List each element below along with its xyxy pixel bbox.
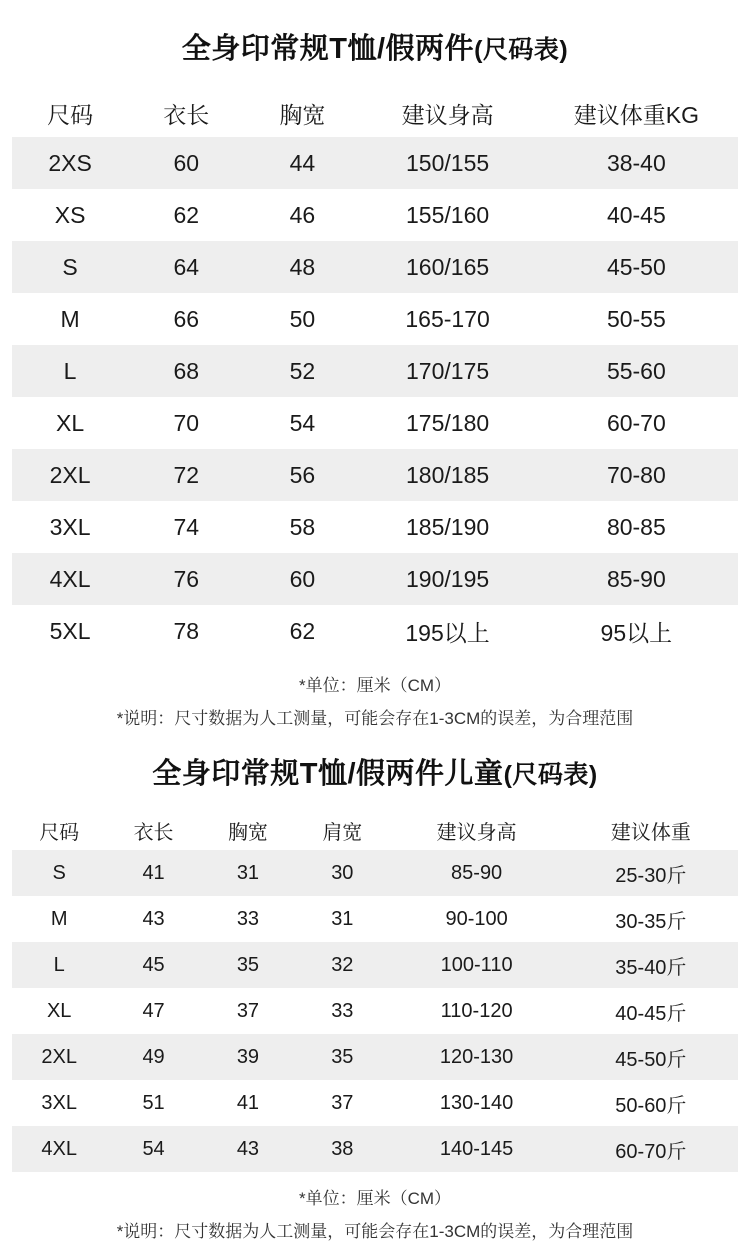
kid-col-header-chest: 胸宽: [201, 810, 295, 850]
cell-height: 85-90: [390, 850, 564, 896]
cell-weight: 60-70: [535, 397, 738, 449]
cell-length: 62: [128, 189, 244, 241]
cell-weight: 60-70斤: [564, 1126, 738, 1172]
cell-length: 41: [106, 850, 200, 896]
cell-chest: 58: [244, 501, 360, 553]
cell-weight: 50-55: [535, 293, 738, 345]
cell-weight: 40-45斤: [564, 988, 738, 1034]
cell-length: 51: [106, 1080, 200, 1126]
cell-weight: 50-60斤: [564, 1080, 738, 1126]
cell-size: L: [12, 345, 128, 397]
kid-col-header-length: 衣长: [106, 810, 200, 850]
cell-height: 185/190: [360, 501, 534, 553]
cell-shoulder: 38: [295, 1126, 389, 1172]
cell-length: 78: [128, 605, 244, 657]
cell-size: M: [12, 293, 128, 345]
cell-height: 180/185: [360, 449, 534, 501]
cell-chest: 39: [201, 1034, 295, 1080]
table-row: [12, 449, 738, 501]
kid-size-section: [0, 735, 750, 1252]
kid-title-main: 全身印常规T恤/假两件儿童: [152, 758, 504, 790]
cell-height: 195以上: [360, 605, 534, 657]
table-row: [12, 553, 738, 605]
cell-length: 64: [128, 241, 244, 293]
table-row: [12, 189, 738, 241]
kid-section-title: [0, 735, 750, 810]
cell-height: 190/195: [360, 553, 534, 605]
cell-shoulder: 30: [295, 850, 389, 896]
cell-size: 4XL: [12, 553, 128, 605]
cell-chest: 43: [201, 1126, 295, 1172]
cell-size: 2XL: [12, 1034, 106, 1080]
table-row: [12, 345, 738, 397]
cell-length: 68: [128, 345, 244, 397]
cell-weight: 25-30斤: [564, 850, 738, 896]
adult-col-header-weight: 建议体重KG: [535, 89, 738, 137]
cell-size: XL: [12, 397, 128, 449]
table-header-row: [12, 89, 738, 137]
adult-table-body: [12, 137, 738, 657]
cell-height: 100-110: [390, 942, 564, 988]
cell-chest: 46: [244, 189, 360, 241]
cell-height: 160/165: [360, 241, 534, 293]
kid-col-header-size: 尺码: [12, 810, 106, 850]
table-row: [12, 988, 738, 1034]
cell-height: 150/155: [360, 137, 534, 189]
cell-shoulder: 31: [295, 896, 389, 942]
kid-table-body: [12, 850, 738, 1172]
cell-weight: 55-60: [535, 345, 738, 397]
cell-chest: 44: [244, 137, 360, 189]
cell-length: 74: [128, 501, 244, 553]
cell-weight: 35-40斤: [564, 942, 738, 988]
kid-title-sub: (尺码表): [503, 761, 598, 789]
cell-weight: 38-40: [535, 137, 738, 189]
cell-weight: 40-45: [535, 189, 738, 241]
cell-length: 47: [106, 988, 200, 1034]
cell-length: 76: [128, 553, 244, 605]
cell-chest: 33: [201, 896, 295, 942]
adult-table-header: [12, 89, 738, 137]
cell-weight: 70-80: [535, 449, 738, 501]
cell-size: 3XL: [12, 1080, 106, 1126]
cell-shoulder: 37: [295, 1080, 389, 1126]
cell-size: L: [12, 942, 106, 988]
adult-measure-note: *说明：尺寸数据为人工测量，可能会存在1-3CM的误差，为合理范围: [116, 709, 634, 728]
table-row: [12, 605, 738, 657]
cell-size: 2XL: [12, 449, 128, 501]
kid-measure-note: *说明：尺寸数据为人工测量，可能会存在1-3CM的误差，为合理范围: [116, 1222, 634, 1241]
table-row: [12, 942, 738, 988]
kid-table-header: [12, 810, 738, 850]
cell-chest: 60: [244, 553, 360, 605]
cell-weight: 45-50斤: [564, 1034, 738, 1080]
adult-col-header-height: 建议身高: [360, 89, 534, 137]
cell-height: 130-140: [390, 1080, 564, 1126]
adult-size-table: [12, 89, 738, 657]
table-header-row: [12, 810, 738, 850]
adult-col-header-size: 尺码: [12, 89, 128, 137]
cell-size: 3XL: [12, 501, 128, 553]
table-row: [12, 293, 738, 345]
cell-height: 175/180: [360, 397, 534, 449]
adult-title-sub: (尺码表): [474, 36, 569, 64]
kid-col-header-weight: 建议体重: [564, 810, 738, 850]
table-row: [12, 241, 738, 293]
cell-length: 60: [128, 137, 244, 189]
cell-weight: 95以上: [535, 605, 738, 657]
cell-weight: 45-50: [535, 241, 738, 293]
cell-height: 170/175: [360, 345, 534, 397]
cell-chest: 35: [201, 942, 295, 988]
cell-size: 4XL: [12, 1126, 106, 1172]
kid-col-header-height: 建议身高: [390, 810, 564, 850]
cell-length: 49: [106, 1034, 200, 1080]
cell-chest: 41: [201, 1080, 295, 1126]
cell-weight: 30-35斤: [564, 896, 738, 942]
table-row: [12, 896, 738, 942]
cell-length: 54: [106, 1126, 200, 1172]
cell-height: 90-100: [390, 896, 564, 942]
cell-chest: 50: [244, 293, 360, 345]
cell-length: 70: [128, 397, 244, 449]
cell-length: 66: [128, 293, 244, 345]
cell-size: 2XS: [12, 137, 128, 189]
table-row: [12, 137, 738, 189]
cell-length: 43: [106, 896, 200, 942]
cell-chest: 37: [201, 988, 295, 1034]
kid-size-table: [12, 810, 738, 1172]
table-row: [12, 1126, 738, 1172]
cell-chest: 31: [201, 850, 295, 896]
cell-chest: 48: [244, 241, 360, 293]
cell-chest: 52: [244, 345, 360, 397]
cell-size: 5XL: [12, 605, 128, 657]
cell-height: 155/160: [360, 189, 534, 241]
cell-chest: 62: [244, 605, 360, 657]
cell-weight: 80-85: [535, 501, 738, 553]
cell-height: 165-170: [360, 293, 534, 345]
cell-shoulder: 32: [295, 942, 389, 988]
adult-unit-note: *单位：厘米（CM）: [298, 676, 452, 695]
cell-shoulder: 33: [295, 988, 389, 1034]
cell-length: 45: [106, 942, 200, 988]
cell-size: M: [12, 896, 106, 942]
cell-size: S: [12, 241, 128, 293]
adult-col-header-chest: 胸宽: [244, 89, 360, 137]
cell-size: XS: [12, 189, 128, 241]
cell-chest: 56: [244, 449, 360, 501]
cell-size: XL: [12, 988, 106, 1034]
table-row: [12, 397, 738, 449]
table-row: [12, 1080, 738, 1126]
table-row: [12, 1034, 738, 1080]
cell-height: 110-120: [390, 988, 564, 1034]
cell-length: 72: [128, 449, 244, 501]
cell-height: 140-145: [390, 1126, 564, 1172]
table-row: [12, 850, 738, 896]
kid-unit-note: *单位：厘米（CM）: [298, 1189, 452, 1208]
cell-chest: 54: [244, 397, 360, 449]
kid-col-header-shoulder: 肩宽: [295, 810, 389, 850]
table-row: [12, 501, 738, 553]
adult-col-header-length: 衣长: [128, 89, 244, 137]
cell-height: 120-130: [390, 1034, 564, 1080]
adult-title-main: 全身印常规T恤/假两件: [181, 33, 475, 65]
cell-shoulder: 35: [295, 1034, 389, 1080]
adult-section-title: [0, 0, 750, 89]
cell-size: S: [12, 850, 106, 896]
cell-weight: 85-90: [535, 553, 738, 605]
